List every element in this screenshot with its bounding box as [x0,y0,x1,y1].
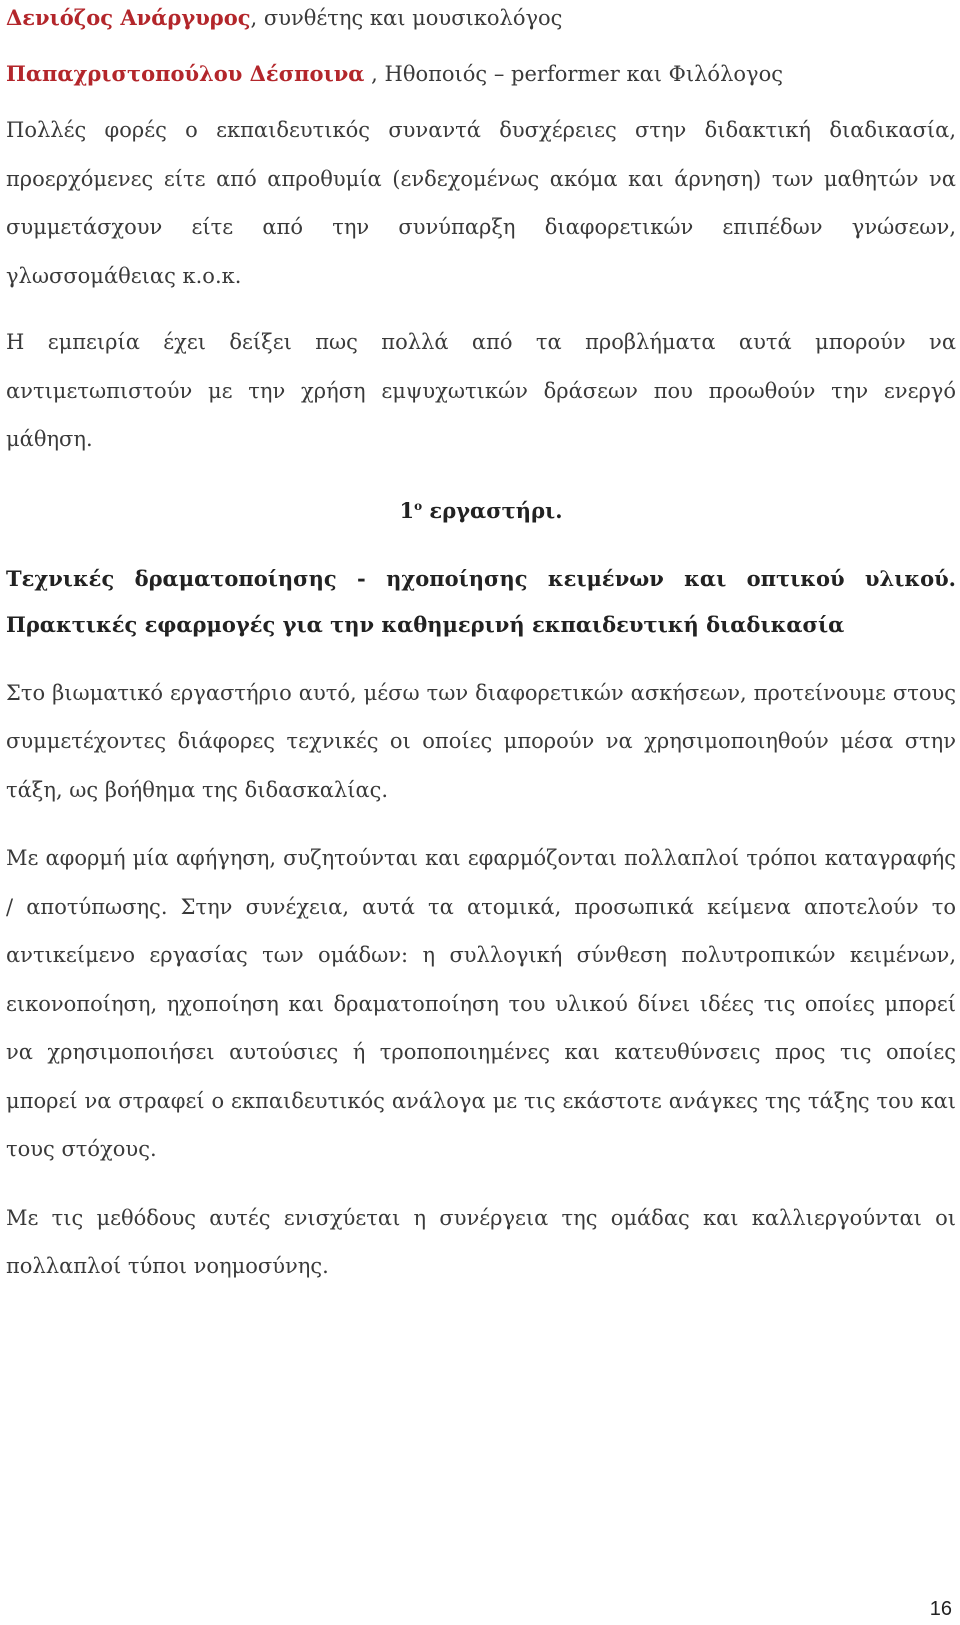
author-role-2: Ηθοποιός – performer και Φιλόλογος [377,62,783,86]
page-number: 16 [929,1598,952,1620]
intro-paragraph-1: Πολλές φορές ο εκπαιδευτικός συναντά δυσχέρειες στην διδακτική διαδικασία, προερχόμενες είτε από απροθυμία (ενδεχομένως ακόμα και άρνηση) των μαθητών να συμμετάσχουν είτε από την συνύπαρξη διαφορετικών επιπέδων γνώσεων, γλωσσομάθειας κ.ο.κ. [6,118,956,288]
author-line-1 [6,0,956,42]
body-paragraph-2: Με αφορμή μία αφήγηση, συζητούνται και εφαρμόζονται πολλαπλοί τρόποι καταγραφής / αποτύπωσης. Στην συνέχεια, αυτά τα ατομικά, προσωπικά κείμενα αποτελούν το αντικείμενο εργασίας των ομάδων: η συλλογική σύνθεση πολυτροπικών κειμένων, εικονοποίηση, ηχοποίηση και δραματοποίηση του υλικού δίνει ιδέες τις οποίες μπορεί να χρησιμοποιήσει αυτούσιες ή τροποποιημένες και κατευθύνσεις προς τις οποίες μπορεί να στραφεί ο εκπαιδευτικός ανάλογα με τις εκάστοτε ανάγκες της τάξης του και τους στόχους. [6,846,956,1161]
author-separator-2: , [364,62,378,86]
workshop-title-line-1: Τεχνικές δραματοποίησης - ηχοποίησης κειμένων και οπτικού υλικού. [6,565,956,591]
workshop-number: 1 [399,497,415,523]
workshop-label: εργαστήρι. [422,497,563,523]
document-page [6,0,956,1291]
workshop-ordinal: ο [414,498,423,513]
body-paragraph-1: Στο βιωματικό εργαστήριο αυτό, μέσω των διαφορετικών ασκήσεων, προτείνουμε στους συμμετέχοντες διάφορες τεχνικές οι οποίες μπορούν να χρησιμοποιηθούν μέσα στην τάξη, ως βοήθημα της διδασκαλίας. [6,680,956,802]
author-name-1: Δενιόζος Ανάργυρος [6,5,251,30]
workshop-title-line-2: Πρακτικές εφαρμογές για την καθημερινή εκπαιδευτική διαδικασία [6,611,845,637]
author-name-2: Παπαχριστοπούλου Δέσποινα [6,61,365,86]
author-line-2 [6,50,956,98]
workshop-heading [6,482,956,535]
author-separator-1: , [250,6,258,30]
author-role-1: συνθέτης και μουσικολόγος [257,6,563,30]
intro-paragraph-2: Η εμπειρία έχει δείξει πως πολλά από τα προβλήματα αυτά μπορούν να αντιμετωπιστούν με την χρήση εμψυχωτικών δράσεων που προωθούν την ενεργό μάθηση. [6,330,956,451]
body-paragraph-3: Με τις μεθόδους αυτές ενισχύεται η συνέργεια της ομάδας και καλλιεργούνται οι πολλαπλοί τύποι νοημοσύνης. [6,1205,956,1278]
